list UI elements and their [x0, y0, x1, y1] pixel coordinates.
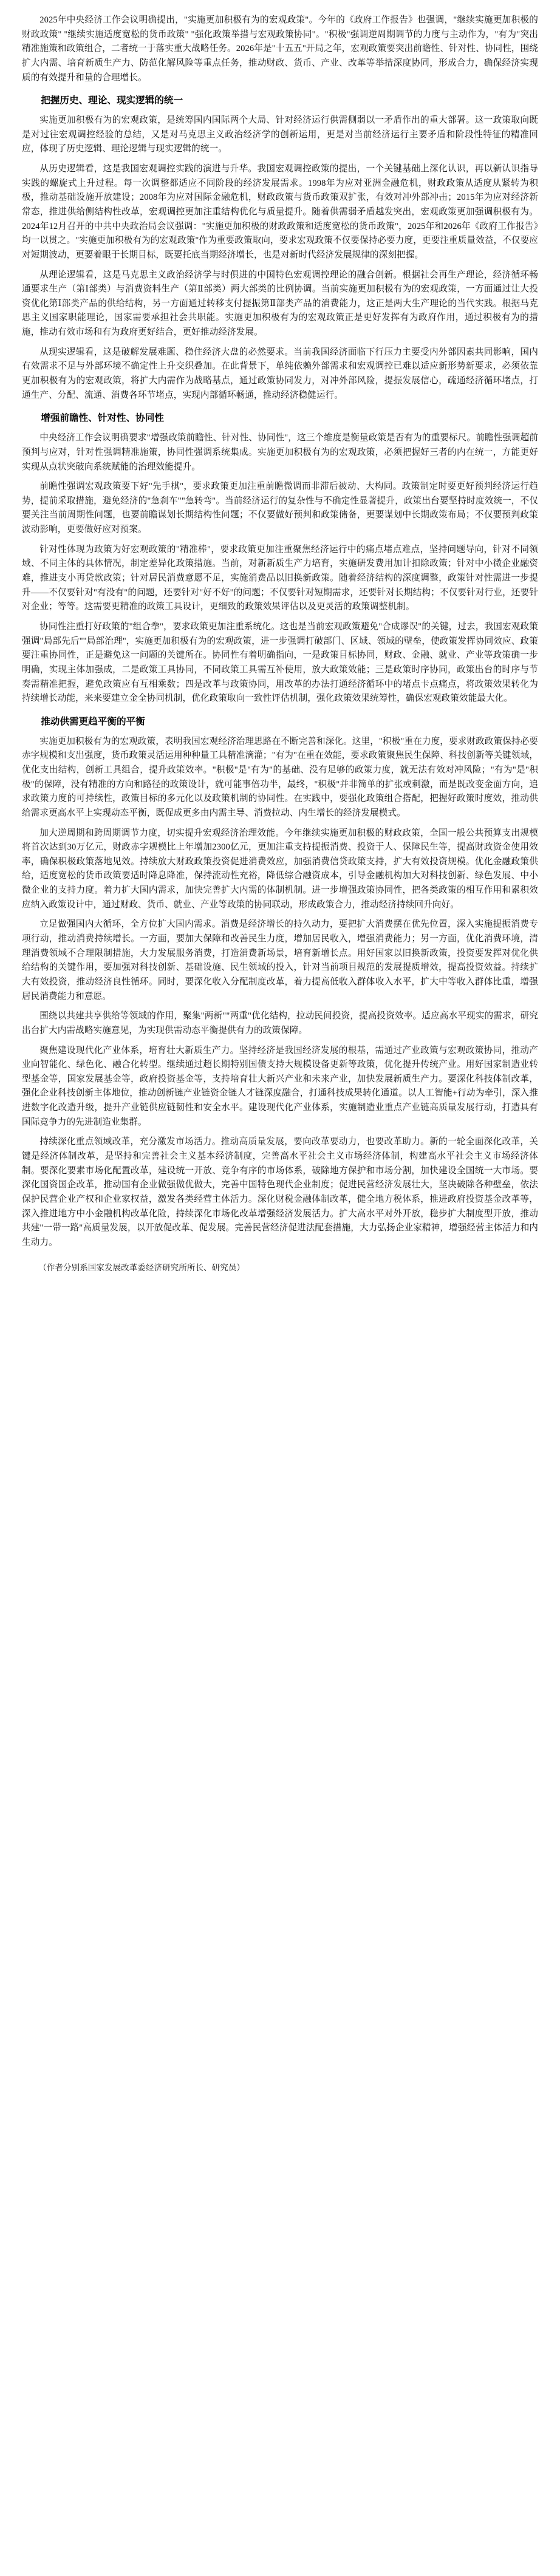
body-paragraph: 加大逆周期和跨周期调节力度，切实提升宏观经济治理效能。今年继续实施更加积极的财政政策，全国一般公共预算支出规模将首次达到30万亿元，财政赤字规模比上年增加2300亿元，更加注重支持提振消费、投资于人、保障民生等，提高财政资金使用效率，确保积极政策落地见效。持续放大财政政策投资促进消费效应，加强消费信贷政策支持，扩大有效投资规模。优化金融政策供给，适度宽松的货币政策要适时降息降准，保持流动性充裕，降低综合融资成本，引导金融机构加大对科技创新、绿色发展、中小微企业的支持力度。着力扩大国内需求，加快完善扩大内需的体制机制。进一步增强政策协同性，把各类政策的相互作用和累积效应纳入政策设计中，通过财政、货币、就业、产业等政策的协同联动，形成政策合力，推动经济持续回升向好。	[22, 828, 538, 910]
body-paragraph: 从现实逻辑看，这是破解发展难题、稳住经济大盘的必然要求。当前我国经济面临下行压力主要受内外部因素共同影响，国内有效需求不足与外部环境不确定性上升交织叠加。在此背景下，单纯依赖外部需求和宏观调控已难以适应新形势新要求，必须依靠更加积极有为的宏观政策，将扩大内需作为战略基点，通过政策协同发力，对冲外部风险，提振发展信心，疏通经济循环堵点，打通生产、分配、流通、消费各环节堵点，实现内部循环畅通，推动经济稳健运行。	[22, 347, 538, 400]
article-signature: （作者分别系国家发展改革委经济研究所所长、研究员）	[38, 1262, 245, 1272]
body-paragraph: 从理论逻辑看，这是马克思主义政治经济学与时俱进的中国特色宏观调控理论的融合创新。根据社会再生产理论，经济循环畅通要求生产（第Ⅰ部类）与消费资料生产（第Ⅱ部类）两大部类的比例协调。当前实施更加积极有为的宏观政策，一方面通过让大投资优化第Ⅰ部类产品的供给结构，另一方面通过转移支付提振第Ⅱ部类产品的消费能力，这正是两大生产理论的当代实践。根据马克思主义国家职能理论，国家需要承担社会共职能。实施更加积极有为的宏观政策正是更好发挥有为政府作用，通过积极有为的措施，推动有效市场和有为政府更好结合，更好推动经济发展。	[22, 270, 538, 338]
body-paragraph: 持续深化重点领域改革，充分激发市场活力。推动高质量发展，要向改革要动力，也要改革助力。新的一轮全面深化改革，关键是经济体制改革，是坚持和完善社会主义基本经济制度，完善高水平社会主义市场经济体制，构建高水平社会主义市场经济体制。要深化要素市场化配置改革，建设统一开放、竞争有序的市场体系，破除地方保护和市场分割，加快建设全国统一大市场。要深化国资国企改革，推动国有企业做强做优做大，完善中国特色现代企业制度；促进民营经济发展壮大，坚决破除各种壁垒，依法保护民营企业产权和企业家权益，激发各类经营主体活力。深化财税金融体制改革，健全地方税体系，推进政府投资基金改革等，深入推进地方中小金融机构改革化险，持续深化市场化改革增强经济发展活力。扩大高水平对外开放，稳步扩大制度型开放，推动共建"一带一路"高质量发展，以开放促改革、促发展。完善民营经济促进法配套措施，大力弘扬企业家精神，增强经营主体活力和内生动力。	[22, 1137, 538, 1247]
body-paragraph: 2025年中央经济工作会议明确提出，"实施更加积极有为的宏观政策"。今年的《政府工作报告》也强调，"继续实施更加积极的财政政策" "继续实施适度宽松的货币政策" "强化政策举措与宏观政策协同"。"积极"强调逆周期调节的力度与主动作为，"有为"突出精准施策和政策组合，二者统一于落实重大战略任务。2026年是"十五五"开局之年，宏观政策要突出前瞻性、针对性、协同性，围绕扩大内需、培育新质生产力、防范化解风险等重点任务，推动财政、货币、产业、改革等举措深度协同，形成合力，确保经济实现质的有效提升和量的合理增长。	[22, 15, 538, 83]
body-paragraph: 实施更加积极有为的宏观政策，是统筹国内国际两个大局、针对经济运行供需侧弱以一矛盾作出的重大部署。这一政策取向既是对过往宏观调控经验的总结，又是对马克思主义政治经济学的创新运用，更是对当前经济运行主要矛盾和阶段性特征的精准回应，体现了历史逻辑、理论逻辑与现实逻辑的统一。	[22, 115, 538, 154]
body-paragraph: 聚焦建设现代化产业体系，培育壮大新质生产力。坚持经济是我国经济发展的根基，需通过产业政策与宏观政策协同，推动产业向智能化、绿色化、融合化转型。继续通过超长期特别国债支持大规模设备更新等政策，优化提升传统产业。用好国家制造业转型基金等，国家发展基金等，政府投资基金等，支持培育壮大新兴产业和未来产业，加快发展新质生产力。要深化科技体制改革，强化企业科技创新主体地位，推动创新链产业链资金链人才链深度融合，打通科技成果转化通道。以人工智能+行动为牵引，深入推进数字化改造升级，提升产业链供应链韧性和安全水平。建设现代化产业体系，实施制造业重点产业链高质量发展行动，打造具有国际竞争力的先进制造业集群。	[22, 1045, 538, 1127]
article-body	[22, 13, 538, 1250]
body-paragraph: 前瞻性强调宏观政策要下好"先手棋"，要求政策更加注重前瞻微调而非滞后被动、大构同。政策制定时要更好预判经济运行趋势，提前采取措施，避免经济的"急刹车""急转弯"。当前经济运行的复杂性与不确定性显著提升，政策出台要坚持时度效统一，不仅要关注当前周期性问题，也要前瞻谋划长期结构性问题；不仅要做好预判和政策储备，更要谋划中长期政策布局；不仅要预判政策波动影响，更要做好应对预案。	[22, 482, 538, 535]
section-heading: 把握历史、理论、现实逻辑的统一	[41, 95, 183, 106]
body-paragraph: 从历史逻辑看，这是我国宏观调控实践的演进与升华。我国宏观调控政策的提出，一个关键基础上深化认识，再以新认识指导实践的螺旋式上升过程。每一次调整都适应不同阶段的经济发展需求。1998年为应对亚洲金融危机，财政政策从适度从紧转为积极，推动基础设施开放建设；2008年为应对国际金融危机，财政政策与货币政策双扩张，有效对冲外部冲击；2015年为应对经济新常态，推进供给侧结构性改革，宏观调控更加注重结构优化与质量提升。随着供需弱矛盾越发突出，宏观政策更加强调积极有为。2024年12月召开的中共中央政治局会议强调："实施更加积极的财政政策和适度宽松的货币政策"，2025年和2026年《政府工作报告》均一以贯之。"实施更加积极有为的宏观政策"作为重要政策取向，要求宏观政策不仅要保持必要力度，更要注重质量效益，不仅要应对短期波动，更要着眼于长期目标，既要托底当期经济增长，也是对新时代经济发展规律的深刻把握。	[22, 164, 538, 260]
section-heading: 增强前瞻性、针对性、协同性	[41, 413, 164, 424]
body-paragraph: 协同性注重打好政策的"组合拳"，要求政策更加注重系统化。这也是当前宏观政策避免"合成谬误"的关键，过去，我国宏观政策强调"局部先后""局部治理"，实施更加积极有为的宏观政策，进一步强调打破部门、区域、领域的壁垒，使政策发挥协同效应、政策要注重协同性，正是避免这一问题的关键所在。协同性有着明确指向，一是政策目标协同，财政、金融、就业、产业等政策确一步明确，实现主体加强成，二是政策工具协同，不同政策工具需互补使用，放大政策效能；三是政策时序协同，政策出台的时序与节奏需精准把握，避免政策应有互相乘数；四是改革与政策协同，用改革的办法打通经济循环中的堵点卡点痛点，将政策效果转化为持续增长动能，来来要建立金全协同机制，优化政策取向一致性评估机制，强化政策效果统筹性，确保宏观政策效能最大化。	[22, 621, 538, 704]
body-paragraph: 围绕以共建共享供给等领域的作用，聚集"两新""两重"优化结构，拉动民间投资，提高投资效率。适应高水平现实的需求，研究出台扩大内需战略实施意见，为实现供需动态平衡提供有力的政策保障。	[22, 1011, 538, 1035]
body-paragraph: 实施更加积极有为的宏观政策，表明我国宏观经济治理思路在不断完善和深化。这里，"积极"重在力度，要求财政政策保持必要赤字规模和支出强度，货币政策灵活运用种种量工具精准滴灌；"有为"在重在效能，要求政策聚焦民生保障、科技创新等关键领域，优化支出结构，创新工具组合，提升政策效率。"积极"是"有为"的基础、没有足够的政策力度，就无法有效对冲风险；"有为"是"积极"的保障，没有精准的方向和路径的政策设计，就可能事倍功半，最终，"积极"并非简单的扩张或刺激，而是既改变金面方向，追求政策力度的可持续性，政策目标的多元化以及政策机制的协同性。在实践中，要强化政策组合搭配，把握好政策时度效，推动供给需求更高水平上实现动态平衡，既促成更多由内需主导、消费拉动、内生增长的经济发展模式。	[22, 736, 538, 818]
section-heading: 推动供需更趋平衡的平衡	[41, 716, 145, 727]
body-paragraph: 中央经济工作会议明确要求"增强政策前瞻性、针对性、协同性"，这三个维度是衡量政策是否有为的重要标尺。前瞻性强调超前预判与应对，针对性强调精准施策，协同性强调系统集成。实施更加积极有为的宏观政策，必须把握好三者的内在统一，方能更好实现从点状突破向系统赋能的治理效能提升。	[22, 433, 538, 472]
body-paragraph: 立足做强国内大循环，全方位扩大国内需求。消费是经济增长的持久动力，要把扩大消费摆在优先位置，深入实施提振消费专项行动，推动消费持续增长。一方面，要加大保障和改善民生力度，增加居民收入，增强消费能力；另一方面，优化消费环境，清理消费领域不合理限制措施，大力发展服务消费，打造消费新场景，培育新增长点。用好国家以旧换新政策，投资要发挥对优化供给结构的关键作用，要加强对科技创新、基础设施、民生领域的投入，针对当前项目规范的发展提质增效，提高投资效益。持续扩大有效投资，推动经济良性循环。同时，要深化收入分配制度改革，着力提高低收入群体收入水平，扩大中等收入群体比重，增强居民消费能力和意愿。	[22, 919, 538, 1001]
body-paragraph: 针对性体现为政策为好宏观政策的"精准棒"，要求政策更加注重聚焦经济运行中的痛点堵点难点，坚持问题导向，针对不同领域、不同主体的具体情况，制定差异化政策措施。当前，对新新质生产力培育，实施研发费用加计扣除政策；针对中小微企业融资难，推进支小再贷款政策；针对居民消费意愿不足，实施消费品以旧换新政策。随着经济结构的深度调整，政策针对性需进一步提升——不仅要针对"有没有"的问题，还要针对"好不好"的问题；不仅要针对短期需求，还要针对长期结构；不仅要针对行业，还要针对企业；等等。这需要更精准的政策工具设计，更细致的政策效果评估以及更灵活的政策调整机制。	[22, 544, 538, 612]
